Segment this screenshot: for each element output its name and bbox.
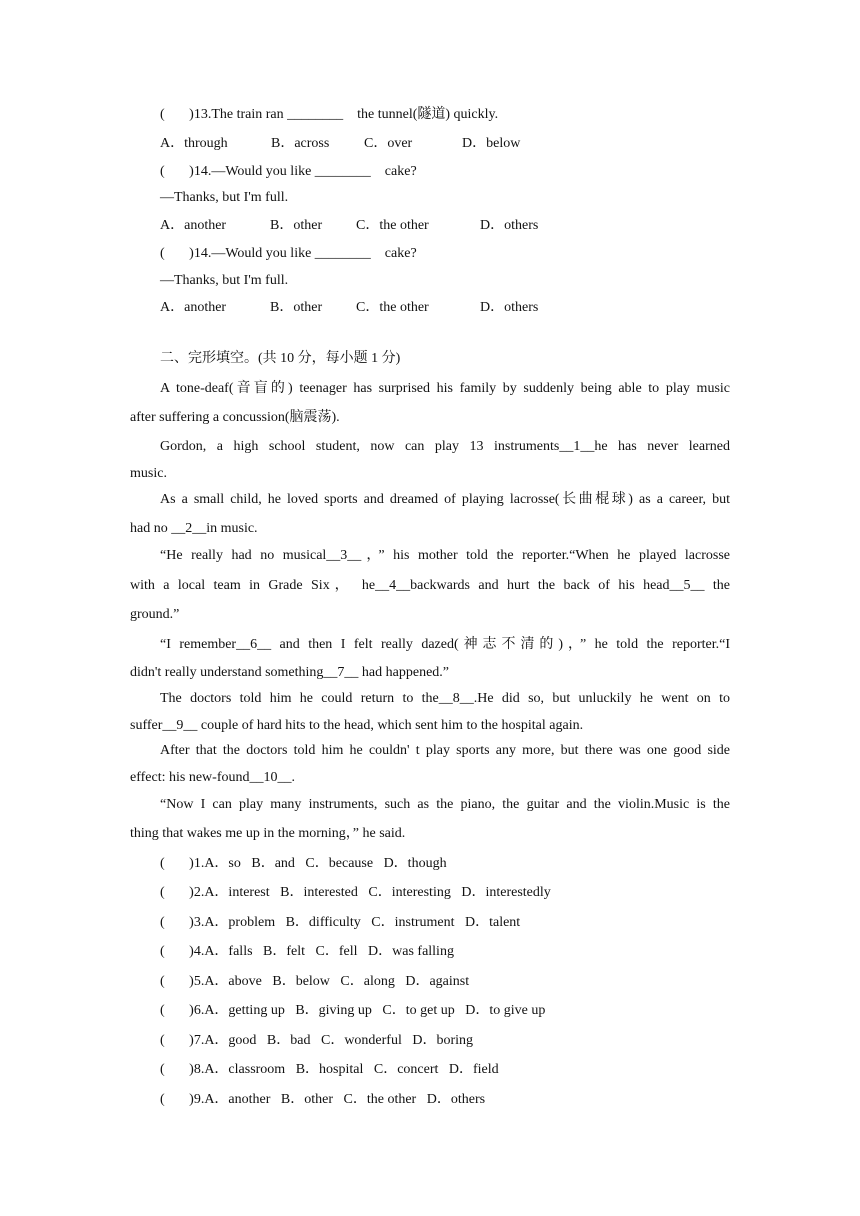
cloze-question-8: ( )8.A．classroom B．hospital C．concert D．field (160, 1062, 499, 1077)
cloze-question-3: ( )3.A．problem B．difficulty C．instrument D．talent (160, 915, 521, 930)
cloze-question-6: ( )6.A．getting up B．giving up C．to get up D．to give up (160, 1003, 546, 1018)
question-14-repeat-reply: —Thanks, but I'm full. (160, 273, 289, 288)
q14-repeat-option-c: C．the other (356, 300, 429, 315)
q13-option-d: D．below (462, 136, 521, 151)
passage-p1-line2: after suffering a concussion(脑震荡). (130, 410, 340, 425)
passage-p3-line1: As a small child, he loved sports and dreamed of playing lacrosse(长曲棍球) as a career, but (160, 492, 730, 507)
question-14-reply: —Thanks, but I'm full. (160, 190, 289, 205)
cloze-question-1: ( )1.A．so B．and C．because D．though (160, 856, 447, 871)
passage-p4-line2: with a local team in Grade Six， he__4__backwards and hurt the back of his head__5__ the (130, 578, 730, 593)
q14-repeat-option-a: A．another (160, 300, 227, 315)
cloze-question-9: ( )9.A．another B．other C．the other D．others (160, 1092, 486, 1107)
passage-p2-line2: music. (130, 466, 167, 481)
passage-p6-line2: suffer__9__ couple of hard hits to the head, which sent him to the hospital again. (130, 718, 584, 733)
q14-option-d: D．others (480, 218, 539, 233)
passage-p7-line1: After that the doctors told him he couldn' t play sports any more, but there was one good side (160, 743, 730, 758)
cloze-question-4: ( )4.A．falls B．felt C．fell D．was falling (160, 944, 454, 959)
passage-p5-line1: “I remember__6__ and then I felt really dazed(神志不清的)，” he told the reporter.“I (160, 637, 730, 652)
cloze-question-5: ( )5.A．above B．below C．along D．against (160, 974, 470, 989)
passage-p7-line2: effect: his new-found__10__. (130, 770, 295, 785)
passage-p8-line1: “Now I can play many instruments, such as the piano, the guitar and the violin.Music is the (160, 797, 730, 812)
q14-option-b: B．other (270, 218, 323, 233)
question-14-stem: ( )14.—Would you like ________ cake? (160, 164, 417, 179)
passage-p3-line2: had no __2__in music. (130, 521, 258, 536)
q13-option-c: C．over (364, 136, 413, 151)
q13-option-b: B．across (271, 136, 330, 151)
q14-option-a: A．another (160, 218, 227, 233)
passage-p6-line1: The doctors told him he could return to the__8__.He did so, but unluckily he went on to (160, 691, 730, 706)
question-13-stem: ( )13.The train ran ________ the tunnel(隧道) quickly. (160, 107, 499, 122)
q13-option-a: A．through (160, 136, 228, 151)
passage-p1-line1: A tone-deaf(音盲的) teenager has surprised his family by suddenly being able to play music (160, 381, 730, 396)
cloze-question-7: ( )7.A．good B．bad C．wonderful D．boring (160, 1033, 474, 1048)
section-heading: 二、完形填空。(共 10 分，每小题 1 分) (160, 351, 401, 366)
passage-p2-line1: Gordon, a high school student, now can play 13 instruments__1__he has never learned (160, 439, 730, 454)
passage-p5-line2: didn't really understand something__7__ had happened.” (130, 665, 449, 680)
cloze-question-2: ( )2.A．interest B．interested C．interesting D．interestedly (160, 885, 551, 900)
passage-p8-line2: thing that wakes me up in the morning，” he said. (130, 826, 406, 841)
q14-repeat-option-d: D．others (480, 300, 539, 315)
q14-repeat-option-b: B．other (270, 300, 323, 315)
question-14-repeat-stem: ( )14.—Would you like ________ cake? (160, 246, 417, 261)
passage-p4-line3: ground.” (130, 607, 180, 622)
passage-p4-line1: “He really had no musical__3__，” his mother told the reporter.“When he played lacrosse (160, 548, 730, 563)
q14-option-c: C．the other (356, 218, 429, 233)
